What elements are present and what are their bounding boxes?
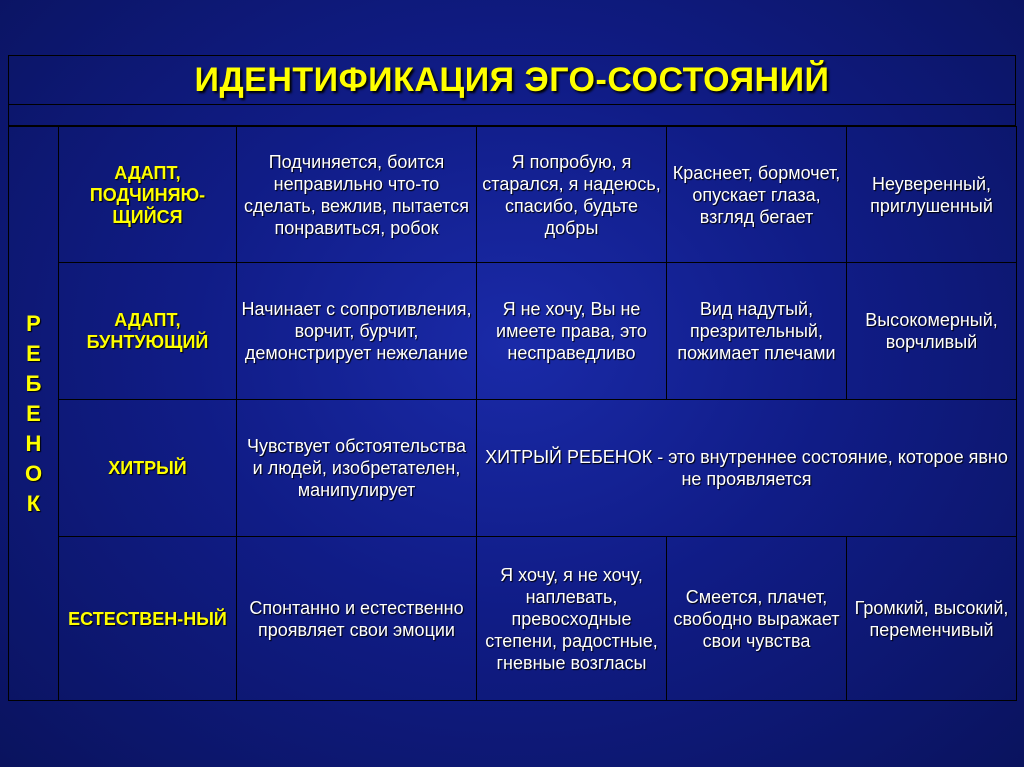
behavior-cell: Спонтанно и естественно проявляет свои эмоции — [237, 537, 477, 701]
category-letter: Б — [25, 370, 42, 396]
voice-cell: Высокомерный, ворчливый — [847, 263, 1017, 400]
page-title: ИДЕНТИФИКАЦИЯ ЭГО-СОСТОЯНИЙ — [194, 60, 830, 99]
category-letter: Н — [25, 430, 42, 456]
table-row — [9, 537, 1017, 701]
title-box — [8, 55, 1016, 105]
category-letter: О — [24, 460, 43, 486]
table-row — [9, 263, 1017, 400]
row-header: АДАПТ, ПОДЧИНЯЮ-ЩИЙСЯ — [59, 127, 237, 263]
spacer-row — [8, 105, 1016, 126]
merged-note-cell: ХИТРЫЙ РЕБЕНОК - это внутреннее состояние, которое явно не проявляется — [477, 400, 1017, 537]
gestures-cell: Смеется, плачет, свободно выражает свои чувства — [667, 537, 847, 701]
category-letter: Е — [26, 400, 41, 426]
gestures-cell: Краснеет, бормочет, опускает глаза, взгляд бегает — [667, 127, 847, 263]
category-letter: К — [26, 490, 41, 516]
category-vertical-label — [9, 309, 58, 519]
category-cell — [9, 127, 59, 701]
voice-cell: Громкий, высокий, переменчивый — [847, 537, 1017, 701]
table-row — [9, 400, 1017, 537]
row-header: ЕСТЕСТВЕН-НЫЙ — [59, 537, 237, 701]
table-row — [9, 127, 1017, 263]
category-letter: Е — [26, 340, 41, 366]
words-cell: Я не хочу, Вы не имеете права, это несправедливо — [477, 263, 667, 400]
category-letter: Р — [26, 310, 41, 336]
row-header: АДАПТ, БУНТУЮЩИЙ — [59, 263, 237, 400]
behavior-cell: Начинает с сопротивления, ворчит, бурчит, демонстрирует нежелание — [237, 263, 477, 400]
words-cell: Я попробую, я старался, я надеюсь, спасибо, будьте добры — [477, 127, 667, 263]
ego-states-table — [8, 126, 1017, 701]
row-header: ХИТРЫЙ — [59, 400, 237, 537]
words-cell: Я хочу, я не хочу, наплевать, превосходные степени, радостные, гневные возгласы — [477, 537, 667, 701]
behavior-cell: Подчиняется, боится неправильно что-то сделать, вежлив, пытается понравиться, робок — [237, 127, 477, 263]
voice-cell: Неуверенный, приглушенный — [847, 127, 1017, 263]
gestures-cell: Вид надутый, презрительный, пожимает плечами — [667, 263, 847, 400]
behavior-cell: Чувствует обстоятельства и людей, изобретателен, манипулирует — [237, 400, 477, 537]
